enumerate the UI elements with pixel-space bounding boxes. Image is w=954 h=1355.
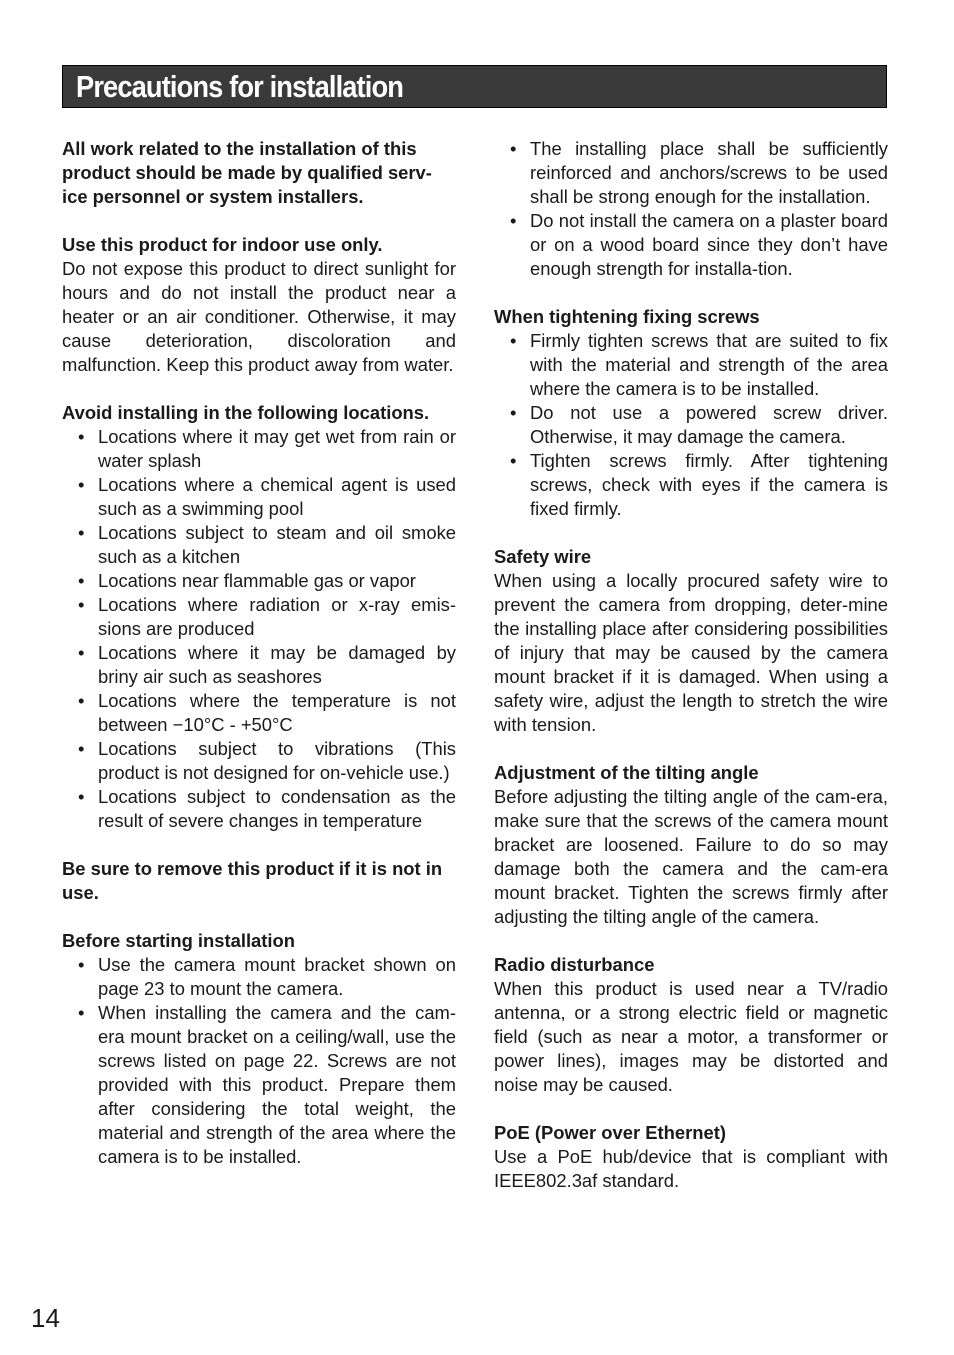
list-item: • Locations where radiation or x-ray emis-sions are produced xyxy=(62,593,456,641)
safety-heading: Safety wire xyxy=(494,546,592,567)
tilt-section xyxy=(494,761,888,929)
tighten-heading: When tightening fixing screws xyxy=(494,306,760,327)
tighten-section xyxy=(494,305,888,521)
radio-body: When this product is used near a TV/radio antenna, or a strong electric field or magnetic field (such as near a motor, a transformer or power lines), images may be distorted and noise may be caused. xyxy=(494,978,888,1095)
place-list xyxy=(494,137,888,281)
poe-section xyxy=(494,1121,888,1193)
before-list xyxy=(62,953,456,1169)
remove-section xyxy=(62,857,456,905)
place-section xyxy=(494,137,888,281)
list-item: • Locations where the temperature is not between −10°C - +50°C xyxy=(62,689,456,737)
list-item: • Do not install the camera on a plaster board or on a wood board since they don’t have enough strength for installa-tion. xyxy=(494,209,888,281)
list-item: • Use the camera mount bracket shown on page 23 to mount the camera. xyxy=(62,953,456,1001)
list-item: • Locations subject to condensation as the result of severe changes in temperature xyxy=(62,785,456,833)
list-item: • Firmly tighten screws that are suited to fix with the material and strength of the area where the camera is to be installed. xyxy=(494,329,888,401)
radio-heading: Radio disturbance xyxy=(494,954,655,975)
before-section xyxy=(62,929,456,1169)
intro-notice: All work related to the installation of this product should be made by qualified serv-ice personnel or system installers. xyxy=(62,138,432,207)
indoor-section xyxy=(62,233,456,377)
list-item: • Locations subject to steam and oil smoke such as a kitchen xyxy=(62,521,456,569)
list-item: • Locations where it may be damaged by briny air such as seashores xyxy=(62,641,456,689)
right-column xyxy=(494,137,888,1217)
list-item: • Tighten screws firmly. After tightening screws, check with eyes if the camera is fixed firmly. xyxy=(494,449,888,521)
tighten-list xyxy=(494,329,888,521)
list-item: • Locations near flammable gas or vapor xyxy=(62,569,456,593)
indoor-body: Do not expose this product to direct sunlight for hours and do not install the product near a heater or an air conditioner. Otherwise, it may cause deterioration, discoloration and malfunction. Keep this product away from water. xyxy=(62,258,456,375)
list-item: • Locations where a chemical agent is used such as a swimming pool xyxy=(62,473,456,521)
page-title-bar xyxy=(62,65,887,108)
list-item: • The installing place shall be sufficiently reinforced and anchors/screws to be used shall be strong enough for the installation. xyxy=(494,137,888,209)
avoid-list xyxy=(62,425,456,833)
avoid-heading: Avoid installing in the following locations. xyxy=(62,402,430,423)
safety-body: When using a locally procured safety wire to prevent the camera from dropping, deter-mine the installing place after considering possibilities of injury that may be caused by the camera mount bracket if it is damaged. When using a safety wire, adjust the length to stretch the wire with tension. xyxy=(494,570,888,735)
tilt-heading: Adjustment of the tilting angle xyxy=(494,762,759,783)
list-item: • Locations subject to vibrations (This product is not designed for on-vehicle use.) xyxy=(62,737,456,785)
avoid-section xyxy=(62,401,456,833)
list-item: • When installing the camera and the cam-era mount bracket on a ceiling/wall, use the screws listed on page 22. Screws are not provided with this product. Prepare them after considering the total weight, the material and strength of the area where the camera is to be installed. xyxy=(62,1001,456,1169)
safety-section xyxy=(494,545,888,737)
page-number: 14 xyxy=(31,1303,60,1333)
remove-notice: Be sure to remove this product if it is not in use. xyxy=(62,858,443,903)
left-column xyxy=(62,137,456,1193)
list-item: • Locations where it may get wet from rain or water splash xyxy=(62,425,456,473)
poe-heading: PoE (Power over Ethernet) xyxy=(494,1122,726,1143)
intro-section xyxy=(62,137,456,209)
indoor-heading: Use this product for indoor use only. xyxy=(62,234,383,255)
poe-body: Use a PoE hub/device that is compliant with IEEE802.3af standard. xyxy=(494,1146,888,1191)
before-heading: Before starting installation xyxy=(62,930,295,951)
tilt-body: Before adjusting the tilting angle of the cam-era, make sure that the screws of the camera mount bracket are loosened. Failure to do so may damage both the camera and the cam-era mount bracket. Tighten the screws firmly after adjusting the tilting angle of the camera. xyxy=(494,786,888,927)
radio-section xyxy=(494,953,888,1097)
page-title: Precautions for installation xyxy=(76,69,404,104)
list-item: • Do not use a powered screw driver. Otherwise, it may damage the camera. xyxy=(494,401,888,449)
